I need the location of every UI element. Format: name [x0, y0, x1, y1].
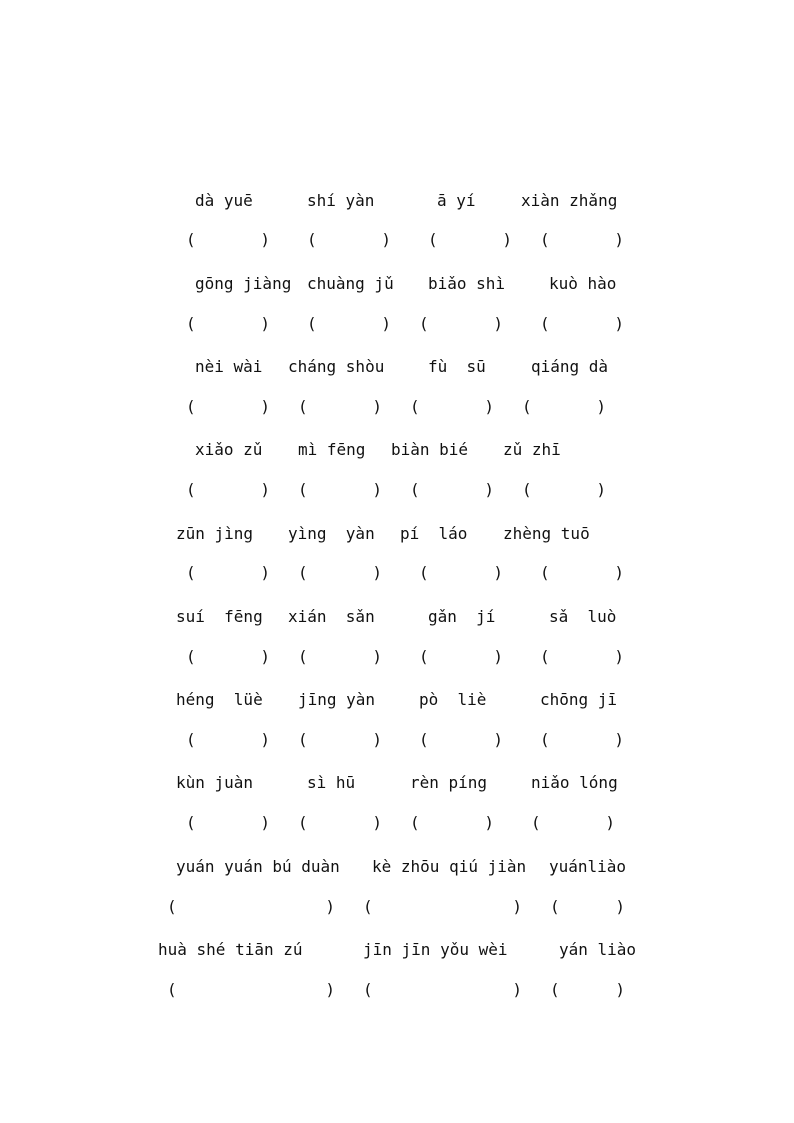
pinyin-word: nèi wài: [195, 357, 263, 376]
pinyin-word: dà yuē: [195, 191, 253, 210]
pinyin-row: [0, 689, 794, 719]
pinyin-word: sì hū: [307, 773, 356, 792]
pinyin-word: gǎn jí: [428, 607, 496, 626]
answer-row: ( ) ( ) ( ) ( ): [186, 730, 624, 749]
pinyin-word: zūn jìng: [176, 524, 254, 543]
pinyin-word: suí fēng: [176, 607, 263, 626]
pinyin-word: kè zhōu qiú jiàn: [372, 857, 527, 876]
pinyin-word: chuàng jǔ: [307, 274, 394, 293]
pinyin-word: xián sǎn: [288, 607, 375, 626]
pinyin-word: kuò hào: [549, 274, 617, 293]
answer-row: ( ) ( ) ( ) ( ): [186, 813, 615, 832]
pinyin-row: [0, 190, 794, 220]
pinyin-word: qiáng dà: [531, 357, 609, 376]
pinyin-word: yuánliào: [549, 857, 627, 876]
pinyin-word: ā yí: [437, 191, 476, 210]
pinyin-word: chōng jī: [540, 690, 618, 709]
pinyin-word: pí láo: [400, 524, 468, 543]
pinyin-row: [0, 523, 794, 553]
pinyin-word: rèn píng: [410, 773, 488, 792]
pinyin-word: xiǎo zǔ: [195, 440, 263, 459]
pinyin-word: yán liào: [559, 940, 637, 959]
pinyin-row: [0, 939, 794, 969]
pinyin-row: [0, 856, 794, 886]
answer-row: ( ) ( ) ( ) ( ): [186, 230, 624, 249]
answer-row: ( ) ( ) ( ) ( ): [186, 647, 624, 666]
pinyin-word: yìng yàn: [288, 524, 375, 543]
answer-row: ( ) ( ) ( ) ( ): [186, 480, 606, 499]
pinyin-word: biǎo shì: [428, 274, 506, 293]
pinyin-word: sǎ luò: [549, 607, 617, 626]
pinyin-word: jīng yàn: [298, 690, 376, 709]
pinyin-word: héng lüè: [176, 690, 263, 709]
pinyin-row: [0, 273, 794, 303]
pinyin-word: gōng jiàng: [195, 274, 292, 293]
pinyin-word: kùn juàn: [176, 773, 254, 792]
answer-row: ( ) ( ) ( ): [167, 980, 625, 999]
answer-row: ( ) ( ) ( ) ( ): [186, 314, 624, 333]
pinyin-word: biàn bié: [391, 440, 469, 459]
pinyin-word: jīn jīn yǒu wèi: [363, 940, 508, 959]
answer-row: ( ) ( ) ( ) ( ): [186, 563, 624, 582]
pinyin-word: fù sū: [428, 357, 486, 376]
answer-row: ( ) ( ) ( ): [167, 897, 625, 916]
pinyin-word: yuán yuán bú duàn: [176, 857, 340, 876]
pinyin-word: zhèng tuō: [503, 524, 590, 543]
answer-row: ( ) ( ) ( ) ( ): [186, 397, 606, 416]
pinyin-word: pò liè: [419, 690, 487, 709]
pinyin-row: [0, 606, 794, 636]
pinyin-row: [0, 772, 794, 802]
pinyin-word: mì fēng: [298, 440, 366, 459]
pinyin-row: [0, 356, 794, 386]
pinyin-word: huà shé tiān zú: [158, 940, 303, 959]
pinyin-row: [0, 439, 794, 469]
pinyin-word: zǔ zhī: [503, 440, 561, 459]
pinyin-word: niǎo lóng: [531, 773, 618, 792]
pinyin-word: xiàn zhǎng: [521, 191, 618, 210]
pinyin-word: shí yàn: [307, 191, 375, 210]
pinyin-word: cháng shòu: [288, 357, 385, 376]
